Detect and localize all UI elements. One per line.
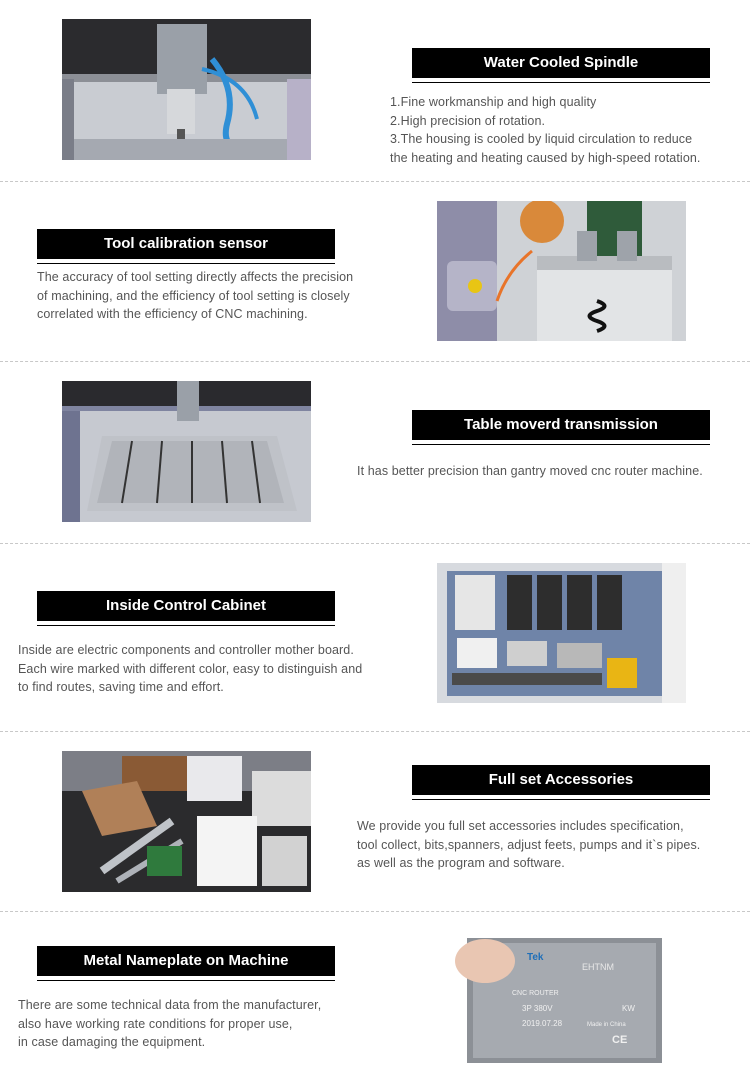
section-title-table-moverd-transmission: Table moverd transmission (412, 410, 710, 440)
description-line: It has better precision than gantry moved cnc router machine. (357, 464, 703, 478)
section-description-tool-calibration-sensor (37, 268, 407, 324)
nameplate-photo (437, 933, 686, 1073)
description-line: in case damaging the equipment. (18, 1035, 206, 1049)
description-line: also have working rate conditions for proper use, (18, 1016, 293, 1031)
accessories-photo (62, 751, 311, 892)
section-title-full-set-accessories: Full set Accessories (412, 765, 710, 795)
description-line: as well as the program and software. (357, 856, 565, 870)
description-line: to find routes, saving time and effort. (18, 680, 224, 694)
section-divider (0, 911, 750, 912)
section-title-water-cooled-spindle: Water Cooled Spindle (412, 48, 710, 78)
section-divider (0, 181, 750, 182)
section-description-table-moverd-transmission (357, 462, 750, 481)
section-divider (0, 361, 750, 362)
description-line: 3.The housing is cooled by liquid circulation to reduce (390, 132, 693, 146)
moving-table-photo (62, 381, 311, 522)
description-line: tool collect, bits,spanners, adjust feets, pumps and it`s pipes. (357, 837, 701, 852)
section-description-metal-nameplate (18, 996, 410, 1052)
description-line: Inside are electric components and controller mother board. (18, 643, 354, 657)
description-line: Each wire marked with different color, easy to distinguish and (18, 661, 363, 676)
section-description-inside-control-cabinet (18, 641, 410, 697)
description-line: correlated with the efficiency of CNC machining. (37, 307, 308, 321)
description-line: 1.Fine workmanship and high quality (390, 95, 597, 109)
description-line: 2.High precision of rotation. (390, 113, 546, 128)
nameplate-type: CNC ROUTER (512, 990, 559, 997)
section-title-metal-nameplate: Metal Nameplate on Machine (37, 946, 335, 976)
description-line: There are some technical data from the manufacturer, (18, 998, 322, 1012)
description-line: the heating and heating caused by high-speed rotation. (390, 150, 701, 165)
nameplate-origin: Made in China (587, 1022, 626, 1028)
section-title-tool-calibration-sensor: Tool calibration sensor (37, 229, 335, 259)
section-divider (0, 731, 750, 732)
nameplate-date: 2019.07.28 (522, 1019, 563, 1028)
description-line: We provide you full set accessories includes specification, (357, 819, 684, 833)
description-line: The accuracy of tool setting directly affects the precision (37, 270, 354, 284)
spindle-photo (62, 19, 311, 160)
description-line: of machining, and the efficiency of tool setting is closely (37, 288, 350, 303)
nameplate-ce-mark: CE (612, 1034, 628, 1046)
nameplate-brand: Tek (527, 952, 544, 963)
nameplate-rating: KW (622, 1004, 635, 1013)
section-title-inside-control-cabinet: Inside Control Cabinet (37, 591, 335, 621)
nameplate-power: 3P 380V (522, 1004, 553, 1013)
control-cabinet-photo (437, 563, 686, 703)
section-description-full-set-accessories (357, 817, 750, 873)
nameplate-model: EHTNM (582, 962, 614, 972)
section-divider (0, 543, 750, 544)
calibration-sensor-photo (437, 201, 686, 341)
section-description-water-cooled-spindle (390, 93, 750, 167)
